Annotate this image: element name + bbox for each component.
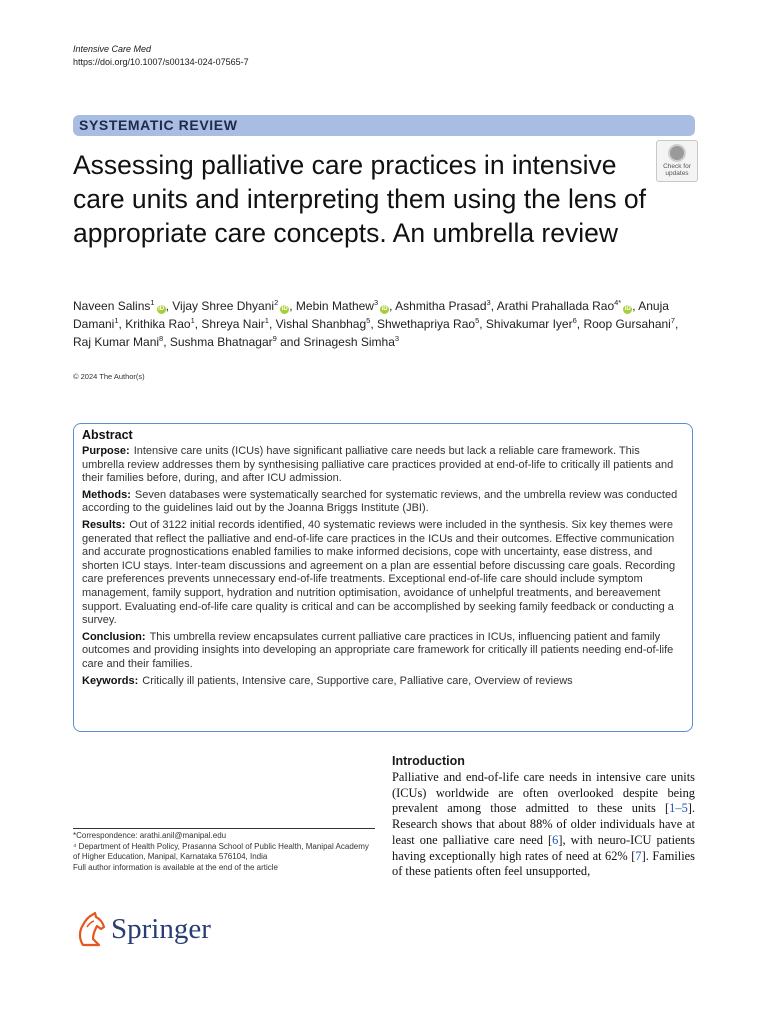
affiliation-marker: 3 [394,334,400,343]
author-separator: , [118,317,126,331]
abstract-purpose: Purpose: Intensive care units (ICUs) have significant palliative care needs but lack a reliable care framework. This umbrella review addresses them by synthesising palliative care practices provided at end-of-life to critically ill patients and their families before, during, and after ICU admission. [82,445,674,485]
affiliation-marker: 3 [486,298,491,307]
check-updates-line2: updates [665,170,689,177]
author-info-note: Full author information is available at the end of the article [73,862,279,872]
orcid-icon[interactable]: iD [158,306,165,312]
author-name[interactable]: Shreya Nair [201,317,265,331]
affiliation-note: ⁴ Department of Health Policy, Prasanna School of Public Health, Manipal Academy of Higher Education, Manipal, Karnataka 576104, India [73,841,369,862]
author-name[interactable]: Mebin Mathew [295,299,374,313]
orcid-icon[interactable]: iD [381,306,388,312]
citation-link[interactable]: 6 [552,832,559,847]
author-name[interactable]: Ashmitha Prasad [395,299,487,313]
affiliation-marker: 5 [475,316,480,325]
author-separator: , [268,317,276,331]
orcid-icon[interactable]: iD [624,306,631,312]
affiliation-marker: 4* [614,298,622,307]
author-name[interactable]: Roop Gursahani [583,317,671,331]
abstract-results: Results: Out of 3122 initial records identified, 40 systematic reviews were included in the synthesis. Six key themes were generated that reflect the palliative and end-of-life care practices in the ICUs and their outcomes. Effective communication and accurate prognostications enabled families to make informed decisions, cope with uncertainty, ease distress, and shorten ICU stays. Inter-team discussions and agreement on a plan are essential before discussing care goals. Recording care preferences prevents unnecessary end-of-life treatments. Exceptional end-of-life care should include symptom management, family support, hydration and nutrition optimisation, avoidance of unhelpful treatments, and bereavement support. Evaluating end-of-life care quality is critical and can be accomplished by seeking family feedback or conducting a survey. [82,518,676,627]
footnotes [73,831,375,873]
check-updates-icon [668,144,686,162]
affiliation-marker: 9 [272,334,277,343]
orcid-icon[interactable]: iD [281,306,288,312]
author-list [73,297,698,351]
copyright: © 2024 The Author(s) [73,372,145,381]
abstract-methods: Methods: Seven databases were systematically searched for systematic reviews, and the umbrella review was conducted according to the guidelines laid out by the Joanna Briggs Institute (JBI). [82,488,678,515]
author-name[interactable]: Shivakumar Iyer [485,317,573,331]
author-name[interactable]: Arathi Prahallada Rao [496,299,615,313]
affiliation-marker: 1 [150,298,155,307]
affiliation-marker: 3 [373,298,379,307]
abstract-conclusion: Conclusion: This umbrella review encapsulates current palliative care practices in ICUs, influencing patient and family outcomes and providing insights into developing an appropriate care framework for critically ill patients needing end-of-life care and their families. [82,630,674,670]
citation-link[interactable]: 7 [635,848,642,863]
introduction-paragraph: Palliative and end-of-life care needs in intensive care units (ICUs) worldwide are often overlooked despite being prevalent among those admitted to these units [1–5]. Research shows that about 88% of older individuals have at least one palliative care need [6], with neuro-ICU patients having exceptionally high rates of need at 62% [7]. Families of these patients often feel unsupported, [392,770,696,879]
author-name[interactable]: Raj Kumar Mani [73,335,160,349]
article-title: Assessing palliative care practices in intensive care units and interpreting them using the lens of appropriate care concepts. An umbrella review [73,150,647,248]
affiliation-marker: 2 [274,298,279,307]
author-separator: and [276,335,304,349]
author-name[interactable]: Naveen Salins [73,299,151,313]
author-separator: , [479,317,486,331]
publisher-name: Springer [111,913,211,945]
footnote-divider [73,828,375,829]
affiliation-marker: 1 [114,316,119,325]
affiliation-marker: 1 [190,316,195,325]
author-separator: , [675,317,679,331]
author-name[interactable]: Vishal Shanbhag [275,317,367,331]
affiliation-marker: 6 [572,316,577,325]
article-type-label: SYSTEMATIC REVIEW [79,117,238,133]
introduction-heading: Introduction [392,754,465,768]
author-name[interactable]: Krithika Rao [125,317,191,331]
author-separator: , [289,299,296,313]
affiliation-marker: 8 [159,334,164,343]
author-name[interactable]: Anuja Damani [73,299,669,331]
author-name[interactable]: Shwethapriya Rao [377,317,476,331]
affiliation-marker: 7 [670,316,676,325]
check-updates-line1: Check for [663,163,691,170]
correspondence-note: *Correspondence: arathi.anil@manipal.edu [73,831,227,840]
journal-name: Intensive Care Med [73,44,152,54]
journal-header [73,43,249,69]
author-separator: , [165,299,173,313]
author-separator: , [576,317,584,331]
doi-link[interactable]: https://doi.org/10.1007/s00134-024-07565-7 [73,57,249,67]
abstract-heading: Abstract [82,428,133,442]
affiliation-marker: 1 [264,316,269,325]
author-separator: , [194,317,202,331]
article-type-banner [73,115,695,136]
author-separator: , [490,299,497,313]
author-name[interactable]: Vijay Shree Dhyani [172,299,275,313]
author-name[interactable]: Sushma Bhatnagar [169,335,273,349]
check-for-updates-button[interactable] [656,140,698,182]
citation-link[interactable]: 1–5 [669,801,688,816]
author-name[interactable]: Srinagesh Simha [303,335,395,349]
abstract-box [73,423,693,732]
author-separator: , [389,299,396,313]
affiliation-marker: 5 [366,316,371,325]
author-separator: , [632,299,639,313]
springer-horse-icon [73,911,107,947]
abstract-keywords: Keywords: Critically ill patients, Intensive care, Supportive care, Palliative care, Overview of reviews [82,674,573,687]
author-separator: , [370,317,377,331]
author-separator: , [163,335,170,349]
